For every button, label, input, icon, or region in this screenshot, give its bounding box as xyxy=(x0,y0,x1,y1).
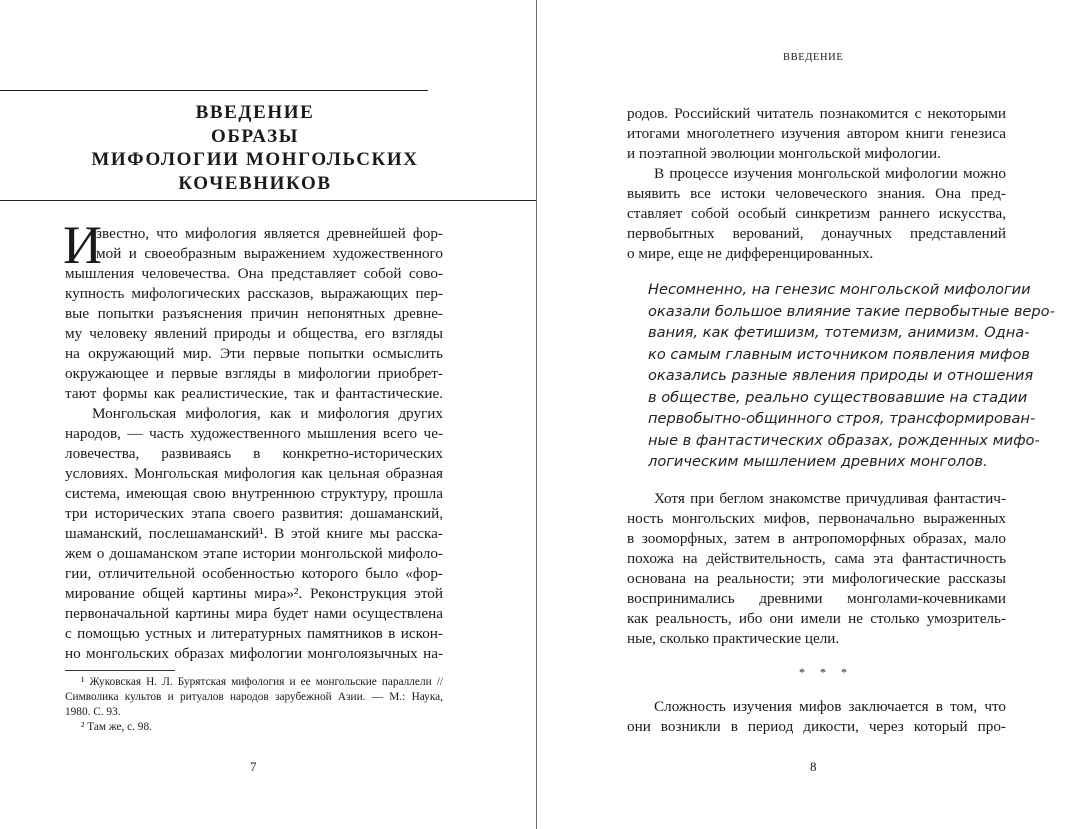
text-line: Хотя при беглом знакомстве причудливая фантастич- xyxy=(654,490,1006,507)
text-line: воспринимались древними монголами-кочевниками xyxy=(627,590,1006,607)
text-line: основана на реальности; эти мифологические рассказы xyxy=(627,570,1006,587)
page-number-left: 7 xyxy=(250,759,257,774)
chapter-title-line: ОБРАЗЫ xyxy=(210,125,300,147)
text-line: шаманский, послешаманский¹. В этой книге мы расска- xyxy=(65,525,443,542)
text-line: окружающее и первые взгляды в мифологии приобрет- xyxy=(65,365,443,382)
footnote-line: ¹ Жуковская Н. Л. Бурятская мифология и ее монгольские параллели // xyxy=(81,676,443,688)
text-line: купность мифологических рассказов, выражающих пер- xyxy=(65,285,443,302)
page-number-right: 8 xyxy=(810,759,817,774)
chapter-title-line: ВВЕДЕНИЕ xyxy=(195,102,315,123)
text-line: на окружающий мир. Эти первые попытки осмыслить xyxy=(65,345,443,362)
text-line: в зооморфных, затем в антропоморфных образах, мало xyxy=(627,530,1006,547)
text-line: они возникли в период дикости, через который про- xyxy=(627,718,1006,735)
text-line: му человеку явлений природы и общества, его взгляды xyxy=(65,325,443,342)
footnote-line: Символика культов и ритуалов народов зарубежной Азии. — М.: Наука, xyxy=(65,691,443,703)
chapter-title-line: КОЧЕВНИКОВ xyxy=(178,172,332,194)
text-line: система, имеющая свою внутреннюю структуру, прошла xyxy=(65,485,443,502)
title-top-rule xyxy=(0,90,428,91)
running-head: ВВЕДЕНИЕ xyxy=(783,52,844,63)
left-body-text xyxy=(65,224,443,664)
text-line: вые попытки разъяснения причин непонятных древне- xyxy=(65,305,443,322)
section-separator: * * * xyxy=(799,665,853,679)
quote-line: оказались разные явления природы и отношения xyxy=(648,367,1034,384)
text-line: с помощью устных и литературных памятников в искон- xyxy=(65,625,443,642)
title-bottom-rule xyxy=(0,200,536,201)
drop-cap: И xyxy=(63,215,102,275)
footnotes xyxy=(65,675,443,735)
footnote-rule xyxy=(65,670,175,671)
quote-line: логическим мышлением древних монголов. xyxy=(648,453,988,470)
text-line: мышления человечества. Она представляет собой сово- xyxy=(65,265,443,282)
footnote-line: 1980. С. 93. xyxy=(65,706,121,718)
text-line: В процессе изучения монгольской мифологии можно xyxy=(654,165,1006,182)
text-line: итогами многолетнего изучения автором книги генезиса xyxy=(627,125,1006,142)
text-line: Монгольская мифология, как и мифология других xyxy=(92,405,443,422)
text-line: звестно, что мифология является древнейшей фор- xyxy=(96,225,443,242)
quote-line: ные в фантастических образах, рожденных мифо- xyxy=(648,431,1040,449)
footnote-line: ² Там же, с. 98. xyxy=(81,721,152,733)
text-line: первоначальной картины мира будет нами осуществлена xyxy=(65,605,443,622)
right-body-text-bottom xyxy=(627,697,1006,737)
text-line: ловечества, развиваясь в конкретно-исторических xyxy=(65,445,443,462)
text-line: условиях. Монгольская мифология как цельная образная xyxy=(65,465,443,482)
epigraph-quote xyxy=(648,279,1055,473)
text-line: ность монгольских мифов, первоначально выраженных xyxy=(627,510,1006,527)
text-line: о мире, еще не дифференцированных. xyxy=(627,245,874,262)
text-line: тают формы как реалистические, так и фантастические. xyxy=(65,385,443,402)
quote-line: оказали большое влияние такие первобытные веро- xyxy=(648,302,1055,320)
chapter-title xyxy=(60,101,450,195)
quote-line: первобытно-общинного строя, трансформирован- xyxy=(648,410,1036,427)
text-line: народов, — часть художественного мышления всего че- xyxy=(65,425,443,442)
text-line: ные, сколько практические цели. xyxy=(627,630,840,647)
text-line: жем о дошаманском этапе истории монгольской мифоло- xyxy=(65,545,443,562)
text-line: гии, отличительной особенностью которого было «фор- xyxy=(65,565,443,582)
right-page xyxy=(537,0,1073,829)
text-line: и поэтапной эволюции монгольской мифологии. xyxy=(627,145,941,162)
quote-line: вания, как фетишизм, тотемизм, анимизм. Одна- xyxy=(648,324,1030,341)
text-line: первобытных верований, донаучных представлений xyxy=(627,225,1006,242)
quote-line: в обществе, реально существовавшие на стадии xyxy=(648,388,1028,406)
quote-line: Несомненно, на генезис монгольской мифологии xyxy=(648,281,1031,298)
text-line: мирование общей картины мира»². Реконструкция этой xyxy=(65,585,443,602)
text-line: выявить все истоки человеческого знания. Она пред- xyxy=(627,185,1006,202)
text-line: похожа на действительность, сама эта фантастичность xyxy=(627,550,1006,567)
chapter-title-line: МИФОЛОГИИ МОНГОЛЬСКИХ xyxy=(91,149,419,170)
right-body-text-middle xyxy=(627,489,1006,649)
text-line: как реальность, ибо они имели не столько умозритель- xyxy=(627,610,1006,627)
text-line: Сложность изучения мифов заключается в том, что xyxy=(654,698,1006,715)
text-line: мой и своеобразным выражением художественного xyxy=(96,245,443,262)
right-body-text-top xyxy=(627,104,1006,264)
text-line: ставляет собой особый синкретизм раннего искусства, xyxy=(627,205,1006,222)
text-line: но монгольских образах мифологии монголоязычных на- xyxy=(65,645,443,662)
text-line: три исторических этапа своего развития: дошаманский, xyxy=(65,505,443,522)
text-line: родов. Российский читатель познакомится с некоторыми xyxy=(627,105,1006,122)
quote-line: ко самым главным источником появления мифов xyxy=(648,345,1030,363)
